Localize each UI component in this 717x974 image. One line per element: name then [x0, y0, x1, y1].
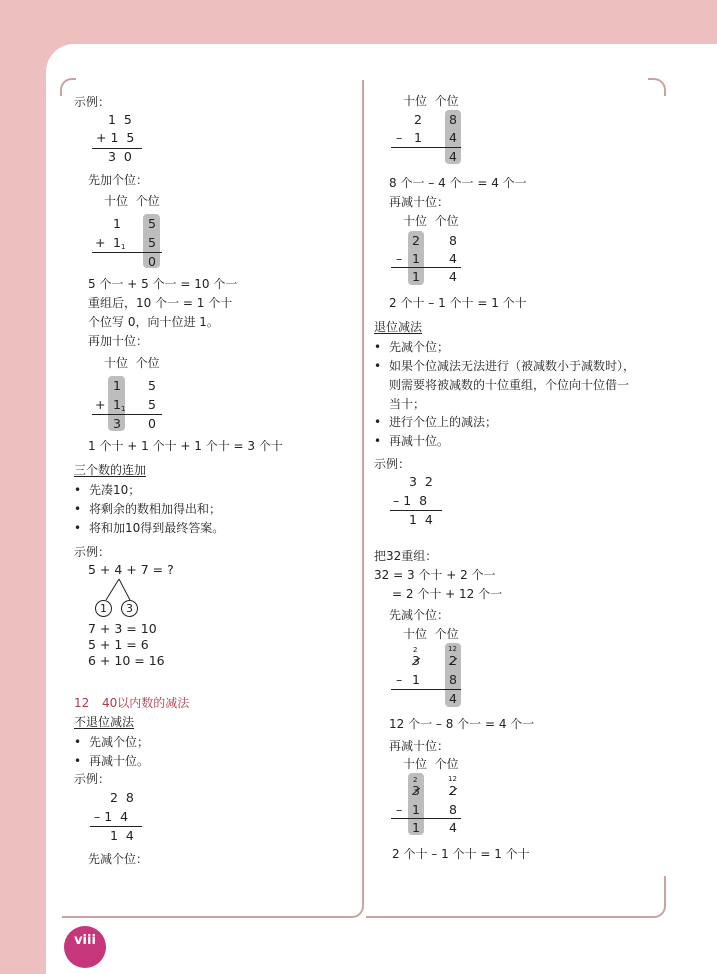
regroup-title: 把32重组：: [374, 549, 438, 563]
bullet-text: 将剩余的数相加得出和；: [89, 502, 222, 516]
right-top-cover: [366, 76, 648, 80]
step-label: 再减十位：: [389, 195, 450, 209]
minus-sign: –: [396, 672, 403, 687]
crossed-digit: 2: [449, 653, 457, 668]
carry-text: 个位写 0，向十位进 1。: [88, 315, 219, 329]
digit: 4: [449, 149, 457, 164]
addend-top: 1 5: [108, 112, 132, 127]
digit: 5: [148, 397, 156, 412]
digit: 5: [148, 216, 156, 231]
regroup-mark: 12: [448, 775, 457, 783]
bullet-text: 先减个位；: [389, 340, 450, 354]
section-subtitle: 三个数的连加: [74, 463, 147, 477]
regroup-mark: 2: [413, 776, 418, 784]
digit: 1: [412, 672, 420, 687]
bullet-text: 再减十位。: [389, 434, 450, 448]
digit: 4: [449, 251, 457, 266]
regroup-mark: 12: [448, 645, 457, 653]
digit: 1: [414, 130, 422, 145]
digit: 2: [412, 233, 420, 248]
bullet-dot: •: [74, 735, 82, 749]
example-label: 示例：: [374, 457, 411, 471]
difference-line: [390, 510, 442, 511]
bullet-dot: •: [374, 434, 382, 448]
bullet-text: 再减十位。: [89, 754, 150, 768]
split-circle: 3: [121, 600, 138, 617]
plus-sign: +: [95, 235, 106, 250]
bullet-dot: •: [374, 340, 382, 354]
place-value-headers: 十位 个位: [403, 627, 459, 641]
digit: 4: [449, 820, 457, 835]
calc-line: 6 + 10 = 16: [88, 653, 165, 668]
difference-line: [391, 267, 461, 268]
regroup-text: 重组后，10 个一 = 1 个十: [88, 296, 233, 310]
minuend: 2 8: [110, 790, 134, 805]
example-label: 示例：: [74, 772, 111, 786]
difference: 1 4: [110, 828, 134, 843]
split-circle: 1: [95, 600, 112, 617]
section-subtitle: 退位减法: [374, 320, 423, 334]
digit: 5: [148, 235, 156, 250]
place-value-headers: 十位 个位: [403, 214, 459, 228]
difference: 1 4: [409, 512, 433, 527]
place-value-headers: 十位 个位: [104, 194, 160, 208]
digit: 1: [113, 235, 121, 250]
place-value-headers: 十位 个位: [403, 757, 459, 771]
example-label: 示例：: [74, 95, 111, 109]
right-side-cover: [662, 96, 666, 876]
bullet-text: 先凑10；: [89, 483, 141, 497]
step-label: 再减十位：: [389, 739, 450, 753]
place-value-headers: 十位 个位: [104, 356, 160, 370]
difference-line: [391, 147, 461, 148]
digit: 8: [449, 802, 457, 817]
plus-sign: +: [95, 397, 106, 412]
sum-line: [92, 414, 162, 415]
digit: 1: [113, 397, 121, 412]
right-bottom-cover: [366, 912, 646, 916]
bullet-dot: •: [74, 754, 82, 768]
minus-sign: –: [396, 130, 403, 145]
bullet-text: 将和加10得到最终答案。: [89, 521, 225, 535]
minus-sign: –: [396, 251, 403, 266]
digit: 0: [148, 254, 156, 269]
digit: 4: [449, 691, 457, 706]
split-lines: [100, 578, 140, 602]
sum-result: 3 0: [108, 149, 132, 164]
digit: 4: [449, 130, 457, 145]
difference-line: [391, 689, 461, 690]
subtrahend: – 1 8: [393, 493, 428, 508]
bullet-text: 进行个位上的减法；: [389, 415, 498, 429]
regroup-mark: 2: [413, 646, 418, 654]
step-label: 先减个位：: [389, 608, 450, 622]
digit: 2: [414, 112, 422, 127]
equation: 12 个一 – 8 个一 = 4 个一: [389, 717, 535, 731]
left-side-cover: [58, 96, 62, 926]
digit: 1: [113, 378, 121, 393]
question: 5 + 4 + 7 = ?: [88, 562, 174, 577]
page-number-badge: viii: [64, 926, 106, 968]
digit: 1: [113, 216, 121, 231]
bullet-dot: •: [374, 359, 382, 373]
carry-mark: 1: [121, 405, 126, 413]
equation: 2 个十 – 1 个十 = 1 个十: [389, 296, 527, 310]
bullet-text: 则需要将被减数的十位重组，个位向十位借一: [389, 378, 630, 392]
bullet-dot: •: [74, 483, 82, 497]
digit: 1: [412, 251, 420, 266]
digit: 1: [412, 820, 420, 835]
step-label: 先加个位：: [88, 173, 149, 187]
equation: 2 个十 – 1 个十 = 1 个十: [392, 847, 530, 861]
calc-line: 5 + 1 = 6: [88, 637, 149, 652]
crossed-digit: 3: [412, 783, 420, 798]
place-value-headers: 十位 个位: [403, 94, 459, 108]
digit: 1: [412, 269, 420, 284]
example-label: 示例：: [74, 545, 111, 559]
bullet-dot: •: [74, 502, 82, 516]
regroup-line: = 2 个十 + 12 个一: [392, 587, 503, 601]
left-corner-cover: [76, 76, 366, 80]
equation: 8 个一 – 4 个一 = 4 个一: [389, 176, 527, 190]
digit: 8: [449, 233, 457, 248]
regroup-line: 32 = 3 个十 + 2 个一: [374, 568, 496, 582]
digit: 8: [449, 672, 457, 687]
bullet-dot: •: [74, 521, 82, 535]
equation: 1 个十 + 1 个十 + 1 个十 = 3 个十: [88, 439, 283, 453]
digit: 0: [148, 416, 156, 431]
digit: 1: [412, 802, 420, 817]
crossed-digit: 2: [449, 783, 457, 798]
section-number: 12: [74, 696, 90, 710]
section-title: 40以内数的减法: [102, 696, 190, 710]
digit: 8: [449, 112, 457, 127]
equation: 5 个一 + 5 个一 = 10 个一: [88, 277, 238, 291]
bullet-text: 如果个位减法无法进行（被减数小于减数时），: [389, 359, 636, 373]
sum-line: [92, 252, 162, 253]
carry-mark: 1: [121, 243, 126, 251]
difference-line: [90, 826, 142, 827]
difference-line: [391, 818, 461, 819]
bullet-text: 先减个位；: [89, 735, 150, 749]
step-label: 先减个位：: [88, 852, 149, 866]
digit: 3: [113, 416, 121, 431]
crossed-digit: 3: [412, 653, 420, 668]
section-subtitle: 不退位减法: [74, 715, 135, 729]
minuend: 3 2: [409, 474, 433, 489]
minus-sign: –: [396, 802, 403, 817]
step-label: 再加十位：: [88, 334, 149, 348]
digit: 4: [449, 269, 457, 284]
bullet-text: 当十；: [389, 397, 426, 411]
bullet-dot: •: [374, 415, 382, 429]
subtrahend: – 1 4: [94, 809, 129, 824]
addend-bottom: + 1 5: [96, 130, 135, 145]
digit: 5: [148, 378, 156, 393]
calc-line: 7 + 3 = 10: [88, 621, 157, 636]
